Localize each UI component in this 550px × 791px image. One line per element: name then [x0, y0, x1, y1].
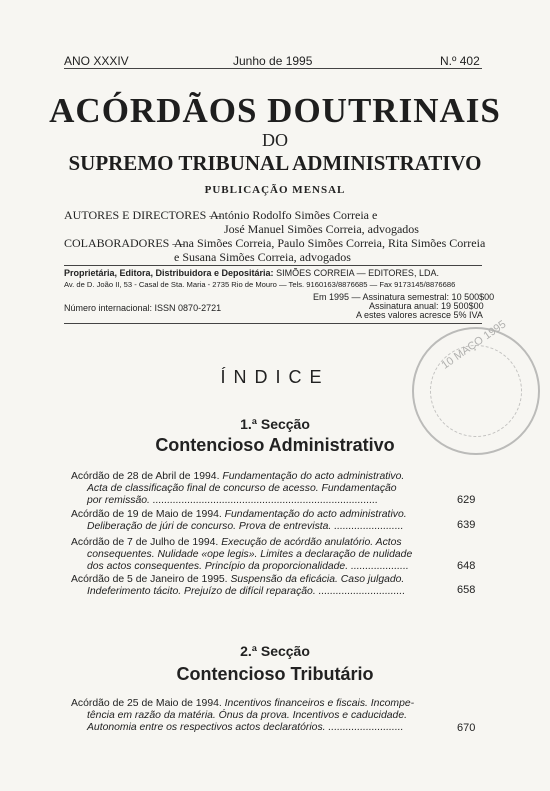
publication-frequency: PUBLICAÇÃO MENSAL — [204, 184, 346, 196]
index-entry[interactable] — [71, 574, 426, 598]
entry-lead: Acórdão de 28 de Abril de 1994. — [71, 471, 220, 482]
entry-page[interactable]: 658 — [457, 584, 476, 596]
collaborators-line-1: Ana Simões Correia, Paulo Simões Correia, Rita Simões Correia — [174, 236, 486, 250]
index-entry[interactable] — [71, 698, 426, 734]
authors-line-2: José Manuel Simões Correia, advogados — [224, 222, 419, 236]
publisher-address: Av. de D. João II, 53 - Casal de Sta. Maria - 2735 Rio de Mouro — Tels. 9160163/8876685 — Fax 9173145/8876686 — [64, 280, 456, 289]
entry-lead: Acórdão de 5 de Janeiro de 1995. — [71, 574, 228, 585]
entry-text: Indeferimento tácito. Prejuízo de difícil reparação. .............................. — [87, 586, 406, 597]
authors-label: AUTORES E DIRECTORES — — [64, 208, 222, 222]
authors-line-1: António Rodolfo Simões Correia e — [210, 208, 378, 222]
journal-title: ACÓRDÃOS DOUTRINAIS — [49, 91, 501, 130]
entry-text: Fundamentação do acto administrativo. — [222, 471, 405, 482]
collaborators-line-2: e Susana Simões Correia, advogados — [174, 250, 351, 264]
stamp-text: 10 MAÇO 1995 — [439, 318, 509, 372]
index-entry[interactable] — [71, 509, 426, 533]
entry-page[interactable]: 629 — [457, 494, 476, 506]
volume-year: ANO XXXIV — [64, 54, 129, 68]
section-2-title: Contencioso Tributário — [176, 664, 374, 684]
entry-lead: Acórdão de 7 de Julho de 1994. — [71, 537, 219, 548]
issue-date: Junho de 1995 — [233, 54, 313, 68]
entry-text: Fundamentação do acto administrativo. — [224, 509, 407, 520]
publisher-line-1 — [64, 268, 439, 278]
vat-note: A estes valores acresce 5% IVA — [356, 310, 483, 320]
subscription-annual: Assinatura anual: 19 500$00 — [369, 301, 484, 311]
section-1-number: 1.ª Secção — [240, 416, 310, 432]
entry-text: Execução de acórdão anulatório. Actos — [221, 537, 402, 548]
entry-text: Autonomia entre os respectivos actos declaratórios. .......................... — [87, 722, 404, 733]
title-connector: DO — [262, 130, 288, 150]
index-heading: ÍNDICE — [220, 367, 330, 387]
entry-text: Acta de classificação final de concurso de acesso. Fundamentação — [87, 483, 397, 494]
entry-lead: Acórdão de 19 de Maio de 1994. — [71, 509, 222, 520]
header-rule — [64, 68, 482, 69]
entry-text: Incentivos financeiros e fiscais. Incompe- — [224, 698, 415, 709]
entry-text: consequentes. Nulidade «ope legis». Limites a declaração de nulidade — [87, 549, 413, 560]
entry-text: dos actos consequentes. Princípio da proporcionalidade. .................... — [87, 561, 409, 572]
credits-rule — [64, 265, 482, 266]
section-1-title: Contencioso Administrativo — [155, 435, 395, 455]
issn: Número internacional: ISSN 0870-2721 — [64, 303, 222, 313]
entry-page[interactable]: 639 — [457, 519, 476, 531]
collaborators-label: COLABORADORES — — [64, 236, 185, 250]
journal-subtitle: SUPREMO TRIBUNAL ADMINISTRATIVO — [68, 151, 482, 175]
issue-number: N.º 402 — [440, 54, 480, 68]
entry-lead: Acórdão de 25 de Maio de 1994. — [71, 698, 222, 709]
publisher-name: SIMÕES CORREIA — EDITORES, LDA. — [276, 268, 439, 278]
section-2-number: 2.ª Secção — [240, 643, 310, 659]
entry-text: Suspensão da eficácia. Caso julgado. — [230, 574, 405, 585]
index-entry[interactable] — [71, 537, 426, 573]
publisher-rule — [64, 323, 482, 324]
entry-text: Deliberação de júri de concurso. Prova de entrevista. ........................ — [87, 521, 404, 532]
entry-page[interactable]: 670 — [457, 722, 476, 734]
subscription-semestral: Em 1995 — Assinatura semestral: 10 500$00 — [313, 292, 495, 302]
entry-text: por remissão. .............................................................................. — [87, 495, 379, 506]
entry-text: tência em razão da matéria. Ónus da prova. Incentivos e caducidade. — [87, 710, 407, 721]
index-entry[interactable] — [71, 471, 426, 507]
entry-page[interactable]: 648 — [457, 560, 476, 572]
publisher-label: Proprietária, Editora, Distribuidora e Depositária: — [64, 268, 274, 278]
